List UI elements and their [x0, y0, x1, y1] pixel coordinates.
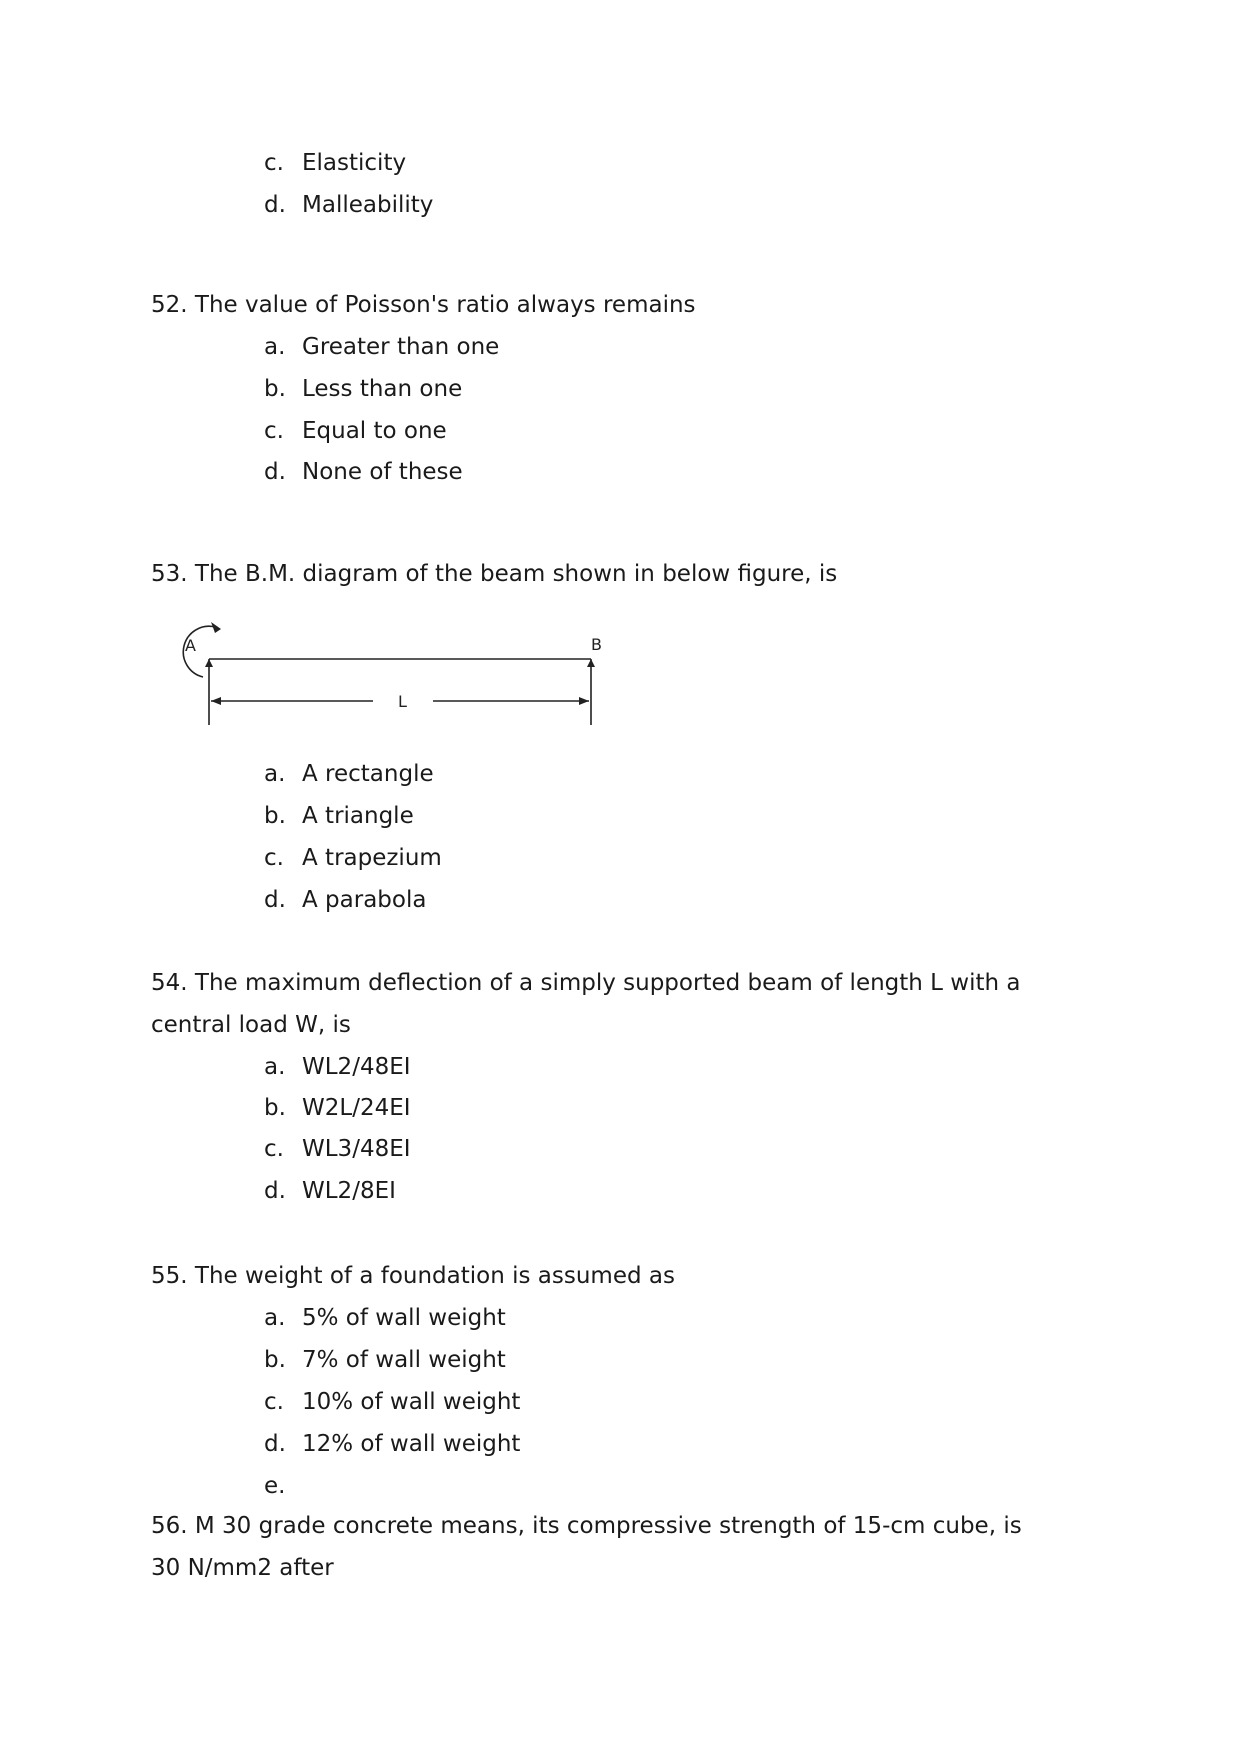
option-text: 5% of wall weight: [302, 1305, 506, 1331]
question-54-line1: 54. The maximum deflection of a simply supported beam of length L with a: [151, 970, 1021, 996]
option-text: A parabola: [302, 887, 427, 913]
option-letter: a.: [264, 1305, 286, 1331]
option-letter: b.: [264, 376, 286, 402]
label-l: L: [398, 692, 407, 711]
support-a-arrow: [205, 659, 213, 667]
support-b-arrow: [587, 659, 595, 667]
question-56-line1: 56. M 30 grade concrete means, its compressive strength of 15-cm cube, is: [151, 1513, 1022, 1539]
option-text: None of these: [302, 459, 463, 485]
dimension-left-arrow: [211, 697, 221, 705]
option-letter: b.: [264, 803, 286, 829]
option-letter: c.: [264, 418, 284, 444]
question-55: 55. The weight of a foundation is assumed as: [151, 1263, 675, 1289]
question-52: 52. The value of Poisson's ratio always remains: [151, 292, 696, 318]
option-letter: c.: [264, 150, 284, 176]
option-letter: a.: [264, 761, 286, 787]
option-letter: c.: [264, 1136, 284, 1162]
dimension-right-arrow: [579, 697, 589, 705]
option-text: 7% of wall weight: [302, 1347, 506, 1373]
moment-arrowhead: [211, 622, 221, 633]
option-text: Elasticity: [302, 150, 407, 176]
option-letter: d.: [264, 459, 286, 485]
option-text: Greater than one: [302, 334, 500, 360]
option-text: 10% of wall weight: [302, 1389, 521, 1415]
option-letter: a.: [264, 334, 286, 360]
option-text: A rectangle: [302, 761, 434, 787]
option-letter: c.: [264, 1389, 284, 1415]
question-56-line2: 30 N/mm2 after: [151, 1555, 334, 1581]
option-text: WL2/48EI: [302, 1054, 411, 1080]
label-a: A: [185, 636, 196, 655]
label-b: B: [591, 635, 602, 654]
option-letter: d.: [264, 1178, 286, 1204]
option-text: A triangle: [302, 803, 414, 829]
option-text: A trapezium: [302, 845, 442, 871]
option-letter: d.: [264, 192, 286, 218]
beam-figure: [155, 615, 635, 735]
option-text: W2L/24EI: [302, 1095, 411, 1121]
option-text: Equal to one: [302, 418, 447, 444]
option-letter: d.: [264, 1431, 286, 1457]
option-text: Malleability: [302, 192, 434, 218]
option-letter: e.: [264, 1473, 286, 1499]
option-text: WL2/8EI: [302, 1178, 396, 1204]
option-text: WL3/48EI: [302, 1136, 411, 1162]
option-text: 12% of wall weight: [302, 1431, 521, 1457]
option-letter: a.: [264, 1054, 286, 1080]
option-letter: c.: [264, 845, 284, 871]
question-53: 53. The B.M. diagram of the beam shown in below figure, is: [151, 561, 838, 587]
option-letter: b.: [264, 1347, 286, 1373]
option-letter: b.: [264, 1095, 286, 1121]
option-letter: d.: [264, 887, 286, 913]
option-text: Less than one: [302, 376, 463, 402]
question-54-line2: central load W, is: [151, 1012, 351, 1038]
